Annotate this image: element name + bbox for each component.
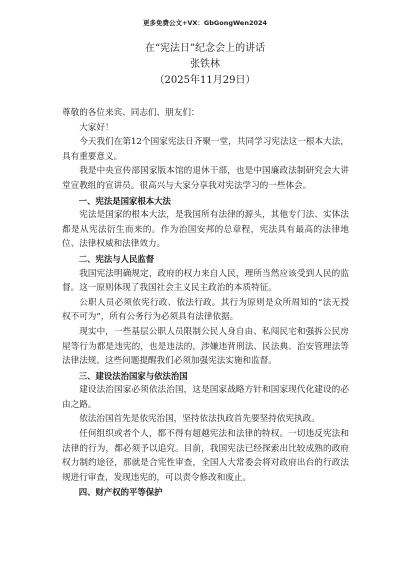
section-heading: 四、财产权的平等保护 — [78, 487, 163, 498]
greeting: 大家好！ — [79, 122, 114, 133]
section-paragraph: 任何组织或者个人，都不得有超越宪法和法律的特权。一切违反宪法和法律的行为，都必须予以追究。目前，我国宪法已经探索出比较成熟的政府权力制约途径，那就是合宪性审查，全国人大常委会将对政府出台的行政法规进行审查，发现违宪的，可以责令修改和废止。 — [62, 429, 349, 483]
section-heading: 一、宪法是国家根本大法 — [78, 195, 171, 206]
speech-body — [62, 106, 349, 500]
title-block — [0, 41, 410, 89]
salutation: 尊敬的各位来宾、同志们、朋友们： — [62, 108, 200, 118]
section-heading: 三、建设法治国家与依法治国 — [78, 370, 188, 381]
top-banner: 更多免费公文+VX：GbGongWen2024 — [142, 19, 268, 27]
section-paragraph: 依法治国首先是依宪治国，坚持依法执政首先要坚持依宪执政。 — [79, 414, 320, 425]
section-paragraph: 现实中，一些基层公职人员限制公民人身自由、私闯民宅和强拆公民房屋等行为都是违宪的，也是违法的，涉嫌违背刑法、民法典、治安管理法等法律法规。这些问题提醒我们必须加强宪法实施和监督。 — [62, 326, 349, 367]
section-paragraph: 公职人员必须依宪行政、依法行政。其行为原则是众所周知的“法无授权不可为”，所有公务行为必须具有法律依据。 — [62, 297, 349, 323]
intro-paragraph: 我是中央宣传部国家版本馆的退休干部，也是中国廉政法制研究会大讲堂宣教组的宣讲员。很高兴与大家分享我对宪法学习的一些体会。 — [62, 166, 349, 191]
section-heading: 二、宪法与人民监督 — [78, 253, 155, 264]
speech-title: 在“宪法日”纪念会上的讲话 — [144, 43, 266, 54]
section-paragraph: 建设法治国家必须依法治国，这是国家战略方针和国家现代化建设的必由之路。 — [62, 385, 349, 410]
section-paragraph: 宪法是国家的根本大法，是我国所有法律的源头，其他专门法、实体法都是从宪法衍生而来的。作为治国安邦的总章程，宪法具有最高的法律地位、法律权威和法律效力。 — [62, 210, 349, 250]
speech-author: 张铁林 — [190, 59, 220, 70]
speech-date: （2025年11月29日） — [154, 75, 256, 86]
section-paragraph: 我国宪法明确规定，政府的权力来自人民，理所当然应该受到人民的监督。这一原则体现了我国社会主义民主政治的本质特征。 — [62, 268, 349, 294]
intro-paragraph: 今天我们在第12个国家宪法日齐聚一堂，共同学习宪法这一根本大法，具有重要意义。 — [62, 137, 349, 162]
